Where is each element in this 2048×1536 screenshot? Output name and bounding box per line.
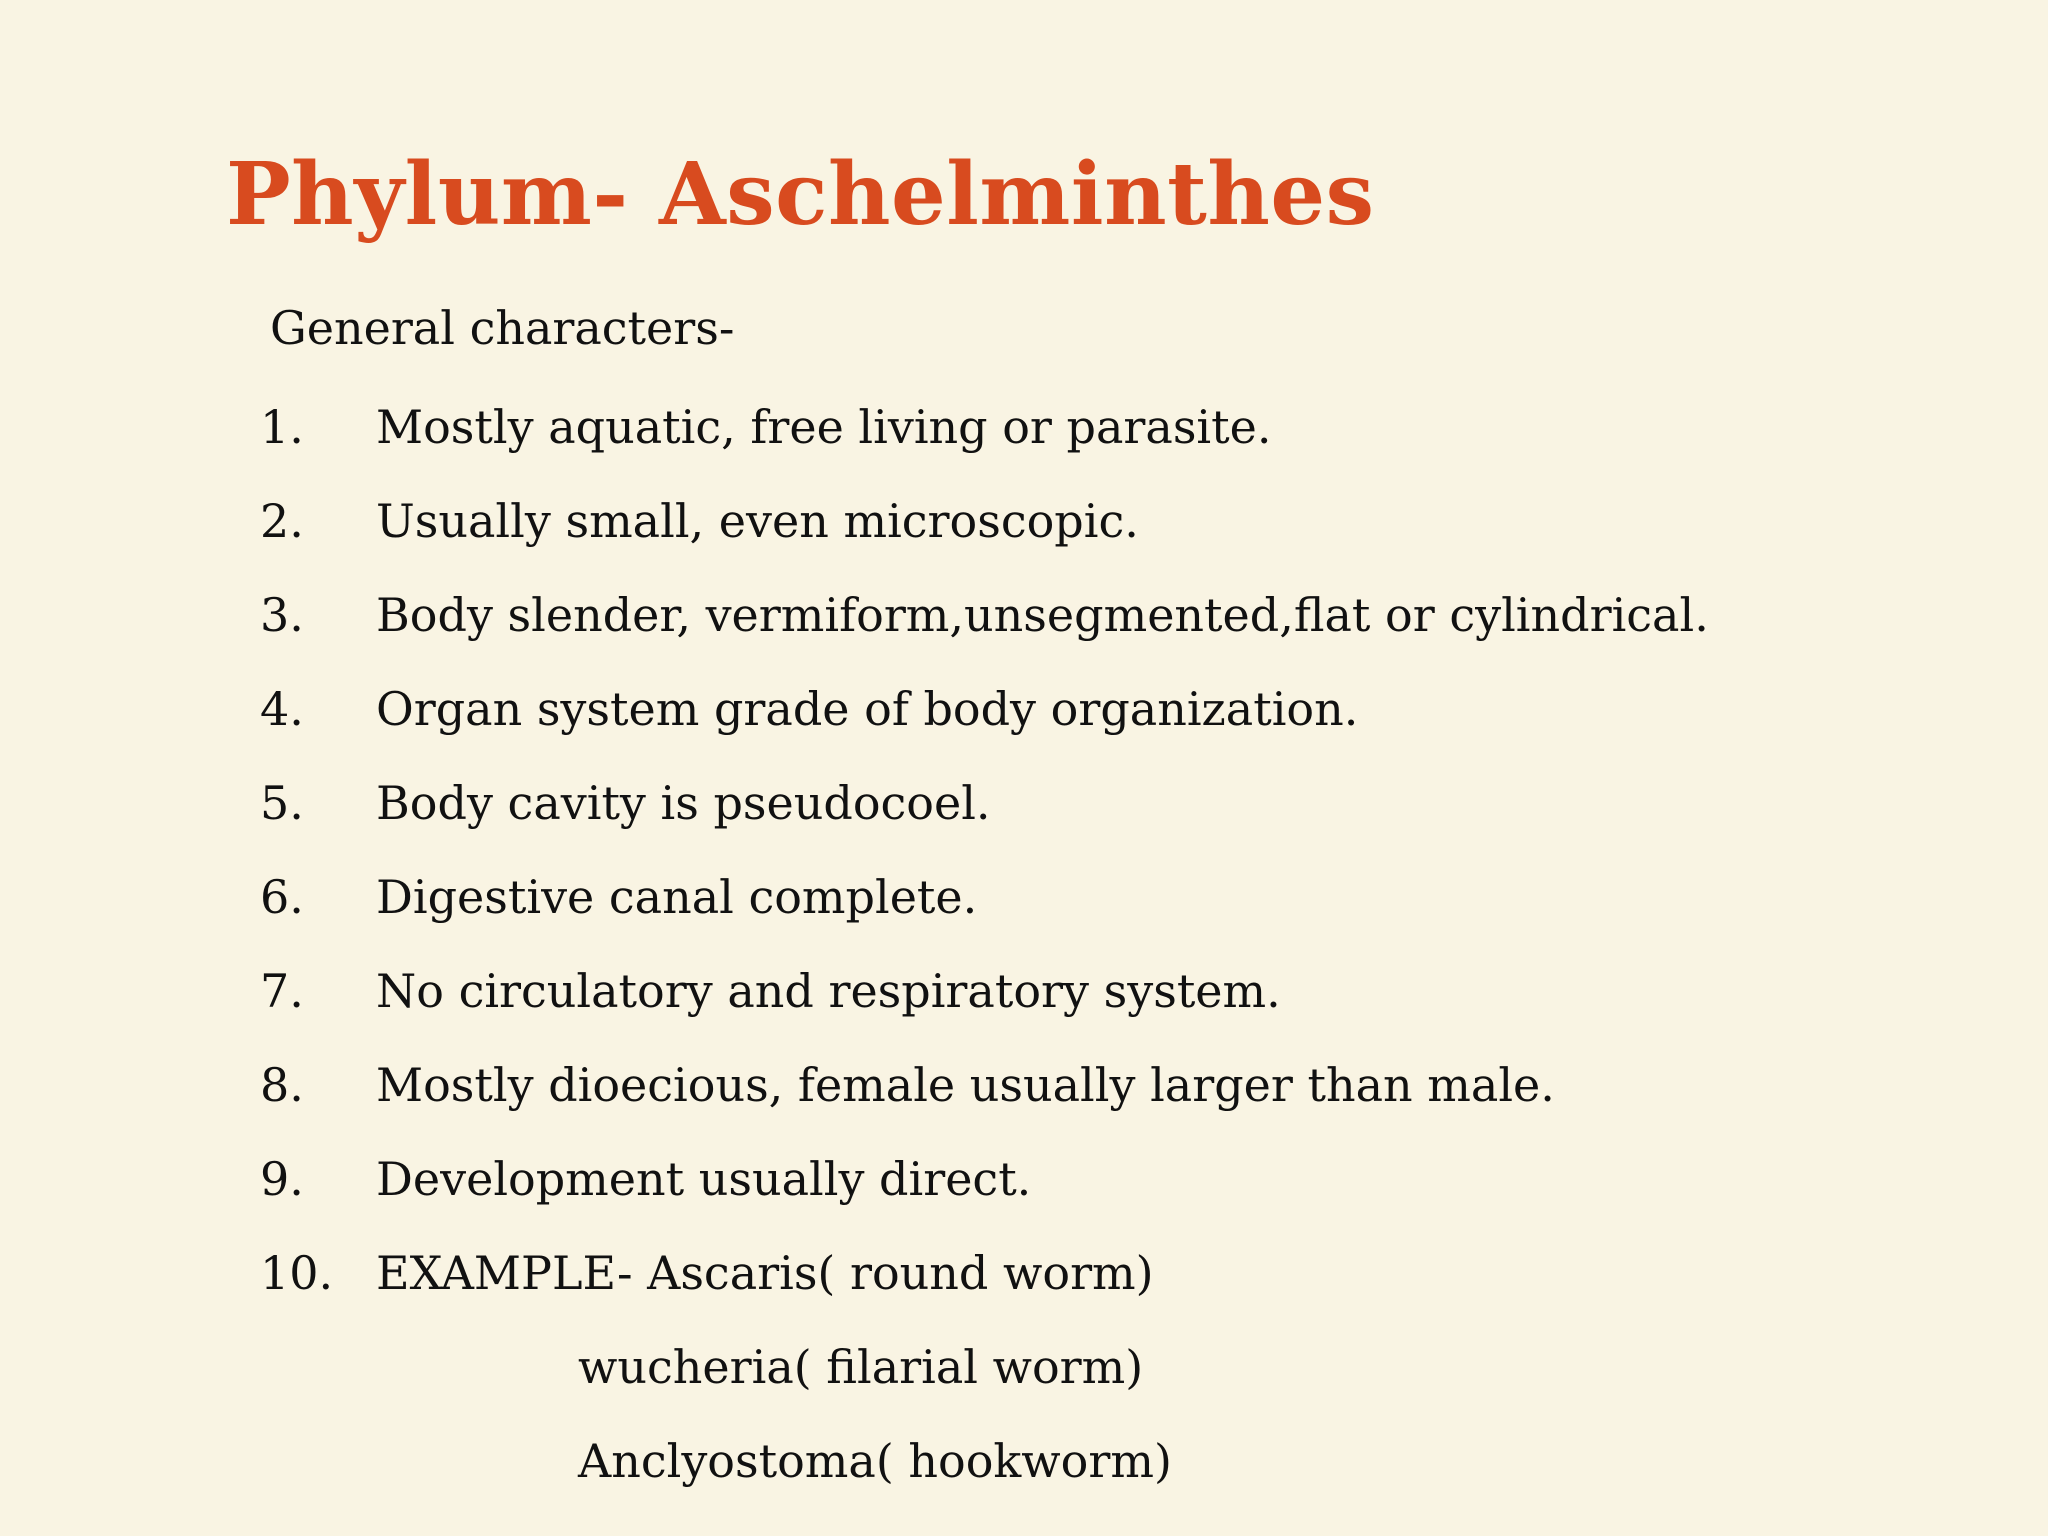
list-item [260, 776, 991, 840]
list-item-text: Organ system grade of body organization. [376, 682, 1359, 736]
list-item-text: Development usually direct. [376, 1152, 1032, 1206]
example-continuation: Anclyostoma( hookworm) [578, 1434, 1172, 1488]
example-continuation: wucheria( filarial worm) [578, 1340, 1144, 1394]
list-item [260, 1152, 1032, 1216]
list-item [260, 494, 1139, 558]
list-item-text: EXAMPLE- Ascaris( round worm) [376, 1246, 1154, 1300]
list-item-number: 1. [260, 400, 304, 454]
list-item-text: Body slender, vermiform,unsegmented,flat or cylindrical. [376, 588, 1709, 642]
list-item-number: 8. [260, 1058, 304, 1112]
list-item [260, 682, 1359, 746]
list-item [260, 870, 978, 934]
list-item-number: 7. [260, 964, 304, 1018]
list-item-number: 5. [260, 776, 304, 830]
list-item [260, 1058, 1555, 1122]
list-item-text: Body cavity is pseudocoel. [376, 776, 991, 830]
list-item-text: No circulatory and respiratory system. [376, 964, 1281, 1018]
list-item-number: 10. [260, 1246, 334, 1300]
list-item [260, 964, 1281, 1028]
list-item-number: 4. [260, 682, 304, 736]
list-item-number: 2. [260, 494, 304, 548]
list-item-number: 3. [260, 588, 304, 642]
slide-subtitle: General characters- [270, 301, 735, 355]
list-item [260, 400, 1272, 464]
list-item-text: Digestive canal complete. [376, 870, 978, 924]
list-item-text: Usually small, even microscopic. [376, 494, 1139, 548]
list-item [260, 588, 1709, 652]
list-item [260, 1246, 1154, 1310]
list-item-number: 9. [260, 1152, 304, 1206]
list-item-text: Mostly dioecious, female usually larger than male. [376, 1058, 1555, 1112]
list-item-number: 6. [260, 870, 304, 924]
slide-title: Phylum- Aschelminthes [226, 144, 1375, 245]
list-item-text: Mostly aquatic, free living or parasite. [376, 400, 1272, 454]
